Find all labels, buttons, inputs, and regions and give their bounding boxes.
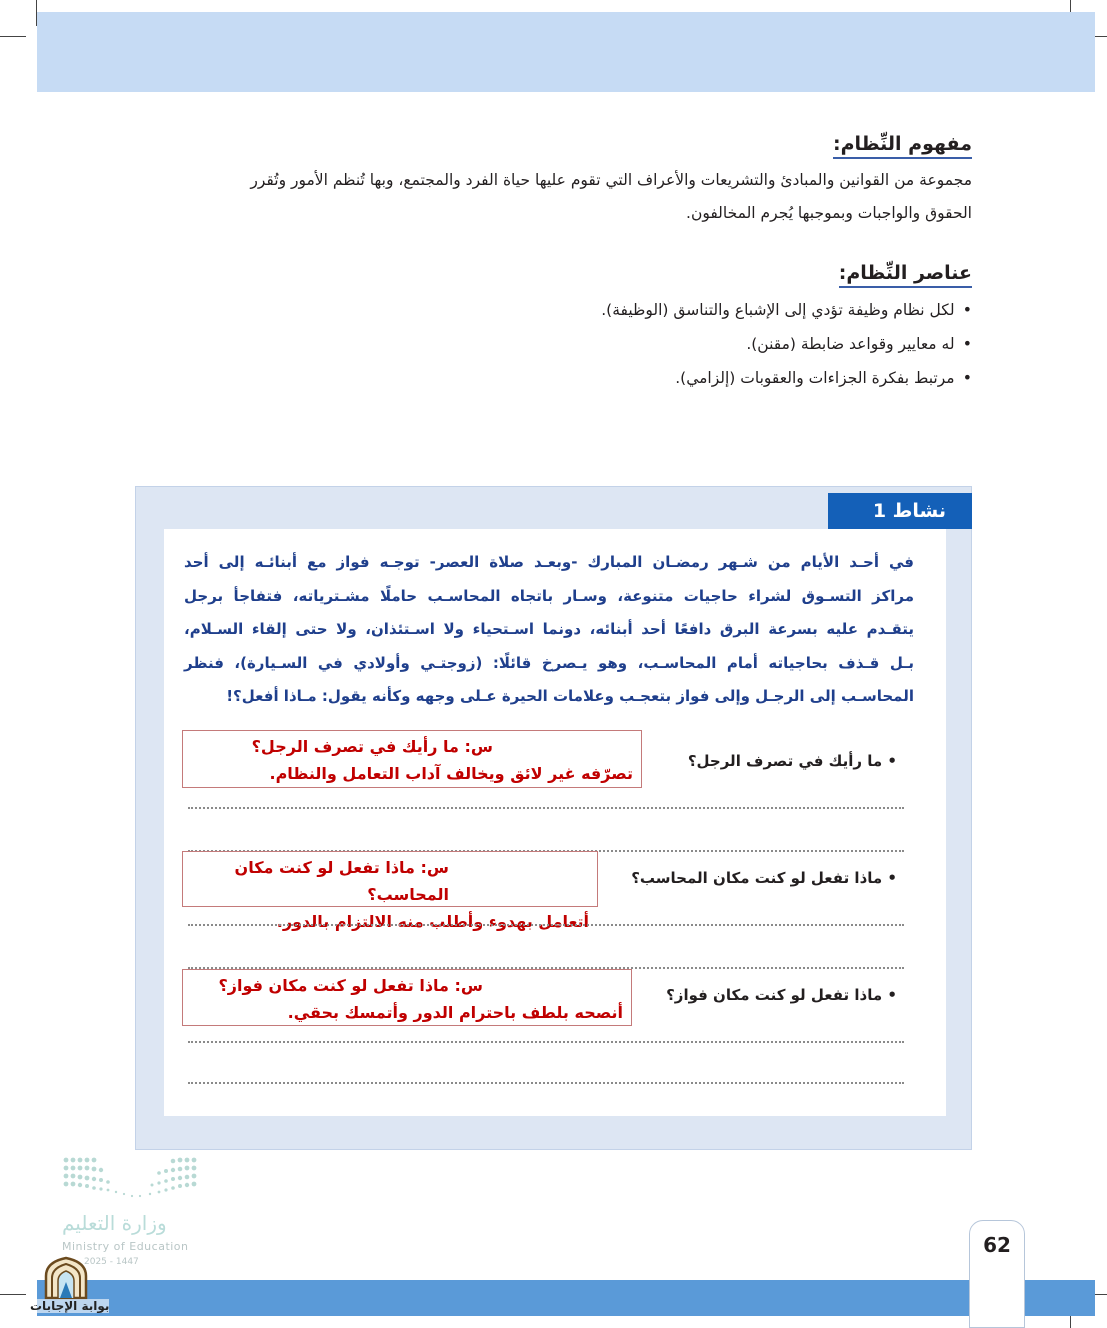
answer-line[interactable]: [188, 807, 904, 809]
page-number: 62: [983, 1233, 1011, 1257]
question-text: ما رأيك في تصرف الرجل؟: [687, 752, 883, 770]
story-line: بـل قـذف بحاجياته أمام المحاسـب، وهو يـصرخ قائلًا: (زوجتـي وأولادي في السـيارة)، فنظر: [184, 653, 914, 672]
activity-story: [184, 546, 914, 714]
elements-heading: عناصر النِّظام:: [839, 262, 972, 288]
answer-question: س: ماذا تفعل لو كنت مكان المحاسب؟: [234, 858, 449, 904]
question-prompt: • ما رأيك في تصرف الرجل؟: [687, 752, 897, 770]
list-item: • لكل نظام وظيفة تؤدي إلى الإشباع والتناسق (الوظيفة).: [132, 293, 972, 327]
concept-line: مجموعة من القوانين والمبادئ والتشريعات والأعراف التي تقوم عليها حياة الفرد والمجتمع، وبها تُنظم الأمور وتُقرر: [250, 171, 972, 189]
header-band: [37, 12, 1095, 92]
answer-question: س: ماذا تفعل لو كنت مكان فواز؟: [218, 976, 483, 995]
question-prompt: • ماذا تفعل لو كنت مكان المحاسب؟: [631, 869, 897, 887]
story-line: يتقـدم عليه بسرعة البرق دافعًا أحد أبنائه، دونما اسـتحياء ولا اسـتئذان، ولا حتى إلقاء السـلام،: [184, 620, 914, 638]
list-item: • له معايير وقواعد ضابطة (مقنن).: [132, 327, 972, 361]
crop-mark: [0, 36, 26, 37]
answer-question: س: ما رأيك في تصرف الرجل؟: [251, 737, 493, 756]
elements-list: [132, 293, 972, 395]
ministry-name-ar: وزارة التعليم: [62, 1211, 167, 1235]
answer-text: تصرّفه غير لائق ويخالف آداب التعامل والنظام.: [269, 764, 633, 783]
answer-line[interactable]: [188, 1082, 904, 1084]
activity-label: نشاط 1: [828, 493, 972, 529]
story-line: المحاسـب إلى الرجـل وإلى فواز بتعجـب وعلامات الحيرة عـلى وجهه وكأنه يقول: مـاذا أفعل؟!: [226, 687, 914, 705]
concept-line: الحقوق والواجبات وبموجبها يُجرم المخالفون.: [686, 204, 972, 222]
answer-text: أنصحه بلطف باحترام الدور وأتمسك بحقي.: [287, 1003, 623, 1022]
story-line: في أحـد الأيام من شـهر رمضـان المبارك -وبعـد صلاة العصر- توجـه فواز مع أبنائـه إلى أحد: [184, 553, 914, 571]
story-line: مراكز التسـوق لشراء حاجيات متنوعة، وسـار باتجاه المحاسـب حاملًا مشـترياته، فتفاجأ برجل: [184, 586, 914, 605]
answer-line[interactable]: [188, 924, 904, 926]
question-text: ماذا تفعل لو كنت مكان المحاسب؟: [631, 869, 883, 887]
edition-year: 2025 - 1447: [84, 1257, 139, 1267]
ministry-name-en: Ministry of Education: [62, 1240, 189, 1253]
crop-mark: [0, 1294, 26, 1295]
answer-text: أتعامل بهدوء وأطلب منه الالتزام بالدور.: [276, 912, 589, 931]
answer-field[interactable]: [182, 730, 642, 788]
question-text: ماذا تفعل لو كنت مكان فواز؟: [666, 986, 883, 1004]
question-prompt: • ماذا تفعل لو كنت مكان فواز؟: [666, 986, 897, 1004]
answer-field[interactable]: [182, 851, 598, 931]
ministry-logo-icon: [60, 1152, 200, 1212]
list-item: • مرتبط بفكرة الجزاءات والعقوبات (إلزامي).: [132, 361, 972, 395]
concept-heading: مفهوم النِّظام:: [833, 133, 972, 159]
concept-definition: [132, 164, 972, 230]
answer-line[interactable]: [188, 1041, 904, 1043]
site-name: بوابة الإجابات: [30, 1299, 110, 1313]
footer-band: [37, 1280, 1095, 1316]
answer-field[interactable]: [182, 969, 632, 1026]
